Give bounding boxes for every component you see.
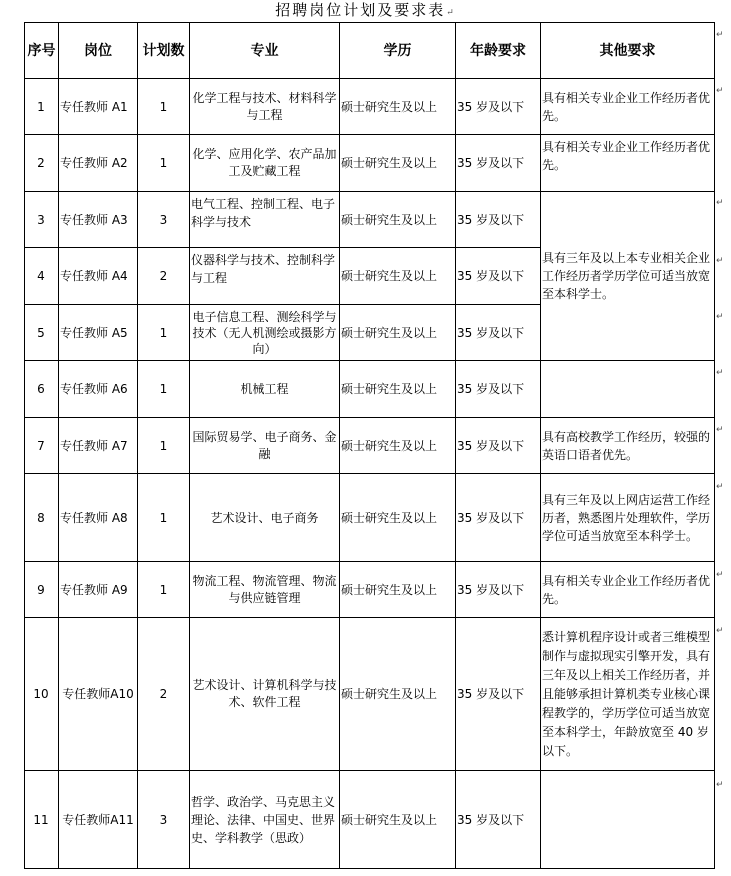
cell-seq: 10 — [25, 618, 59, 771]
cell-seq: 6 — [25, 361, 59, 418]
cell-major: 国际贸易学、电子商务、金融 — [190, 418, 340, 474]
cell-seq: 4 — [25, 248, 59, 305]
end-of-row-mark-icon: ↵ — [716, 482, 724, 492]
cell-count: 3 — [138, 771, 190, 869]
cell-education: 硕士研究生及以上 — [340, 771, 456, 869]
cell-major: 哲学、政治学、马克思主义理论、法律、中国史、世界史、学科教学（思政） — [190, 771, 340, 869]
cell-seq: 1 — [25, 79, 59, 135]
table-row — [25, 771, 715, 869]
cell-count: 1 — [138, 562, 190, 618]
cell-education: 硕士研究生及以上 — [340, 361, 456, 418]
cell-major: 艺术设计、电子商务 — [190, 474, 340, 562]
cell-education: 硕士研究生及以上 — [340, 248, 456, 305]
cell-major: 艺术设计、计算机科学与技术、软件工程 — [190, 618, 340, 771]
cell-age: 35 岁及以下 — [456, 79, 541, 135]
cell-age: 35 岁及以下 — [456, 771, 541, 869]
cell-count: 2 — [138, 618, 190, 771]
cell-major: 仪器科学与技术、控制科学与工程 — [190, 248, 340, 305]
cell-major: 物流工程、物流管理、物流与供应链管理 — [190, 562, 340, 618]
end-of-row-mark-icon: ↵ — [716, 626, 724, 636]
cell-post: 专任教师 A2 — [59, 135, 138, 192]
cell-major: 电子信息工程、测绘科学与技术（无人机测绘或摄影方向） — [190, 305, 340, 361]
cell-count: 1 — [138, 79, 190, 135]
cell-education: 硕士研究生及以上 — [340, 79, 456, 135]
table-row — [25, 474, 715, 562]
cell-education: 硕士研究生及以上 — [340, 562, 456, 618]
cell-count: 1 — [138, 474, 190, 562]
cell-post: 专任教师 A5 — [59, 305, 138, 361]
cell-other: 具有三年及以上网店运营工作经历者，熟悉图片处理软件，学历学位可适当放宽至本科学士。 — [541, 474, 715, 562]
cell-seq: 7 — [25, 418, 59, 474]
header-major: 专业 — [190, 23, 340, 79]
cell-post: 专任教师 A9 — [59, 562, 138, 618]
header-other: 其他要求 — [541, 23, 715, 79]
cell-other-merged: 具有三年及以上本专业相关企业工作经历者学历学位可适当放宽至本科学士。 — [541, 192, 715, 361]
cell-major: 化学、应用化学、农产品加工及贮藏工程 — [190, 135, 340, 192]
cell-count: 3 — [138, 192, 190, 248]
paragraph-mark-icon: ↵ — [446, 8, 456, 18]
cell-major: 电气工程、控制工程、电子科学与技术 — [190, 192, 340, 248]
cell-seq: 5 — [25, 305, 59, 361]
cell-other: 具有相关专业企业工作经历者优先。 — [541, 135, 715, 192]
table-row — [25, 418, 715, 474]
cell-post: 专任教师 A7 — [59, 418, 138, 474]
cell-age: 35 岁及以下 — [456, 618, 541, 771]
cell-seq: 11 — [25, 771, 59, 869]
cell-post: 专任教师 A1 — [59, 79, 138, 135]
cell-education: 硕士研究生及以上 — [340, 474, 456, 562]
cell-major: 化学工程与技术、材料科学与工程 — [190, 79, 340, 135]
header-count: 计划数 — [138, 23, 190, 79]
end-of-row-mark-icon: ↵ — [716, 256, 724, 266]
end-of-row-mark-icon: ↵ — [716, 570, 724, 580]
cell-seq: 8 — [25, 474, 59, 562]
cell-count: 2 — [138, 248, 190, 305]
recruitment-table — [24, 22, 715, 869]
table-row — [25, 192, 715, 248]
cell-post: 专任教师 A4 — [59, 248, 138, 305]
cell-seq: 2 — [25, 135, 59, 192]
header-post: 岗位 — [59, 23, 138, 79]
cell-post: 专任教师A10 — [59, 618, 138, 771]
end-of-row-mark-icon: ↵ — [716, 425, 724, 435]
cell-other — [541, 771, 715, 869]
cell-other: 具有相关专业企业工作经历者优先。 — [541, 79, 715, 135]
end-of-row-mark-icon: ↵ — [716, 780, 724, 790]
header-education: 学历 — [340, 23, 456, 79]
cell-education: 硕士研究生及以上 — [340, 305, 456, 361]
cell-age: 35 岁及以下 — [456, 248, 541, 305]
cell-education: 硕士研究生及以上 — [340, 192, 456, 248]
cell-other: 具有相关专业企业工作经历者优先。 — [541, 562, 715, 618]
cell-seq: 9 — [25, 562, 59, 618]
end-of-row-mark-icon: ↵ — [716, 30, 724, 40]
cell-age: 35 岁及以下 — [456, 418, 541, 474]
cell-post: 专任教师 A3 — [59, 192, 138, 248]
table-row — [25, 79, 715, 135]
cell-post: 专任教师 A6 — [59, 361, 138, 418]
end-of-row-mark-icon: ↵ — [716, 86, 724, 96]
cell-age: 35 岁及以下 — [456, 361, 541, 418]
cell-education: 硕士研究生及以上 — [340, 618, 456, 771]
page-title — [0, 0, 731, 22]
cell-post: 专任教师A11 — [59, 771, 138, 869]
cell-other: 具有高校教学工作经历，较强的英语口语者优先。 — [541, 418, 715, 474]
cell-seq: 3 — [25, 192, 59, 248]
end-of-row-mark-icon: ↵ — [716, 368, 724, 378]
cell-education: 硕士研究生及以上 — [340, 135, 456, 192]
header-age: 年龄要求 — [456, 23, 541, 79]
cell-count: 1 — [138, 305, 190, 361]
table-row — [25, 562, 715, 618]
cell-age: 35 岁及以下 — [456, 474, 541, 562]
cell-count: 1 — [138, 135, 190, 192]
end-of-row-mark-icon: ↵ — [716, 312, 724, 322]
cell-age: 35 岁及以下 — [456, 305, 541, 361]
cell-major: 机械工程 — [190, 361, 340, 418]
cell-age: 35 岁及以下 — [456, 135, 541, 192]
cell-other: 悉计算机程序设计或者三维模型制作与虚拟现实引擎开发，具有三年及以上相关工作经历者，并且能够承担计算机类专业核心课程教学的，学历学位可适当放宽至本科学士，年龄放宽至 40 岁以下。 — [541, 618, 715, 771]
table-header-row — [25, 23, 715, 79]
cell-age: 35 岁及以下 — [456, 562, 541, 618]
table-row — [25, 618, 715, 771]
end-of-row-mark-icon: ↵ — [716, 198, 724, 208]
table-row — [25, 361, 715, 418]
cell-count: 1 — [138, 361, 190, 418]
table-row — [25, 135, 715, 192]
cell-age: 35 岁及以下 — [456, 192, 541, 248]
cell-other — [541, 361, 715, 418]
cell-count: 1 — [138, 418, 190, 474]
title-text: 招聘岗位计划及要求表 — [275, 1, 446, 19]
cell-post: 专任教师 A8 — [59, 474, 138, 562]
header-seq: 序号 — [25, 23, 59, 79]
cell-education: 硕士研究生及以上 — [340, 418, 456, 474]
